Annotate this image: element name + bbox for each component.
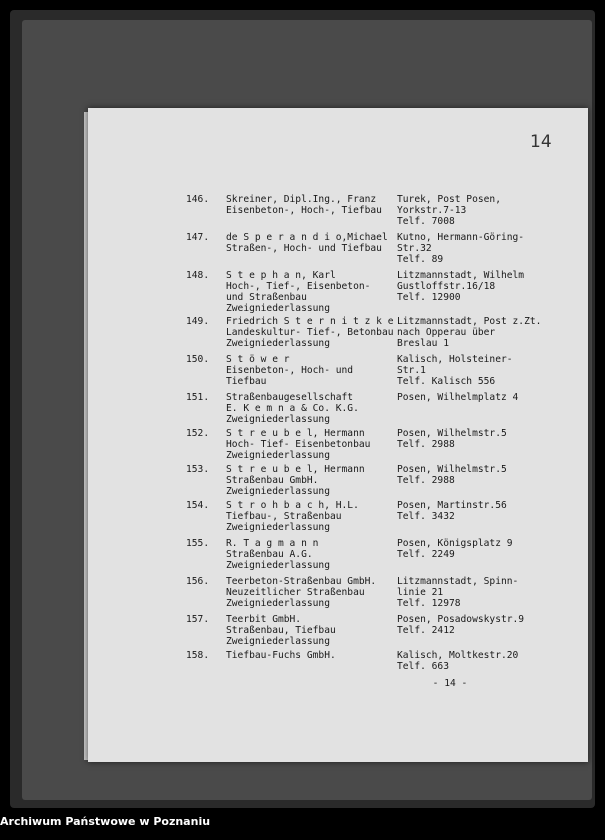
entry-address — [397, 428, 572, 450]
entry-company-line: E. K e m n a & Co. K.G. — [226, 403, 359, 414]
entry-company — [226, 270, 396, 314]
entry-company-line: Straßenbaugesellschaft — [226, 392, 354, 403]
entry-address-line: Breslau 1 — [397, 338, 449, 349]
entry-company-line: Zweigniederlassung — [226, 414, 330, 425]
list-item — [0, 500, 605, 540]
footer-page-number: - 14 - — [432, 678, 468, 689]
entry-company-line: und Straßenbau — [226, 292, 307, 303]
entry-company-line: Tiefbau-Fuchs GmbH. — [226, 650, 336, 661]
entry-address-line: Telf. 7008 — [397, 216, 455, 227]
entry-company-line: Zweigniederlassung — [226, 522, 330, 533]
entry-address — [397, 316, 572, 349]
entry-company-line: Zweigniederlassung — [226, 636, 330, 647]
entry-address-line: Litzmannstadt, Post z.Zt. — [397, 316, 542, 327]
entry-address — [397, 614, 572, 636]
entry-address-line: Telf. 12900 — [397, 292, 461, 303]
list-item — [0, 194, 605, 234]
list-item — [0, 428, 605, 468]
entry-number: 156. — [186, 576, 210, 587]
list-item — [0, 270, 605, 314]
entry-address-line: Kutno, Hermann-Göring- — [397, 232, 525, 243]
entry-address-line: Litzmannstadt, Spinn- — [397, 576, 519, 587]
entry-address — [397, 354, 572, 387]
entry-address-line: Posen, Königsplatz 9 — [397, 538, 513, 549]
entry-address-line: Yorkstr.7-13 — [397, 205, 467, 216]
entry-company-line: de S p e r a n d i o,Michael — [226, 232, 388, 243]
entry-company-line: R. T a g m a n n — [226, 538, 319, 549]
entry-company-line: Hoch- Tief- Eisenbetonbau — [226, 439, 371, 450]
entry-company-line: Zweigniederlassung — [226, 598, 330, 609]
entry-company — [226, 650, 396, 661]
entry-company-line: S t ö w e r — [226, 354, 290, 365]
entry-address-line: Telf. 3432 — [397, 511, 455, 522]
entry-address-line: Kalisch, Holsteiner- — [397, 354, 513, 365]
entry-number: 147. — [186, 232, 210, 243]
list-item — [0, 576, 605, 616]
entry-number: 151. — [186, 392, 210, 403]
entry-company-line: S t r e u b e l, Hermann — [226, 428, 365, 439]
entry-address-line: Telf. 2988 — [397, 439, 455, 450]
entry-company-line: Zweigniederlassung — [226, 338, 330, 349]
entry-company-line: Zweigniederlassung — [226, 450, 330, 461]
entry-company — [226, 316, 396, 349]
entry-company-line: Zweigniederlassung — [226, 303, 330, 314]
entry-number: 150. — [186, 354, 210, 365]
entry-number: 149. — [186, 316, 210, 327]
entry-company-line: Teerbit GmbH. — [226, 614, 302, 625]
entry-company-line: Skreiner, Dipl.Ing., Franz — [226, 194, 377, 205]
entry-company-line: Teerbeton-Straßenbau GmbH. — [226, 576, 377, 587]
entry-address-line: linie 21 — [397, 587, 444, 598]
entry-address — [397, 650, 572, 672]
entry-company-line: Neuzeitlicher Straßenbau — [226, 587, 365, 598]
entry-address-line: Posen, Martinstr.56 — [397, 500, 507, 511]
handwritten-page-number: 14 — [530, 132, 552, 152]
entry-number: 153. — [186, 464, 210, 475]
entry-address-line: nach Opperau über — [397, 327, 496, 338]
entry-address-line: Telf. 2249 — [397, 549, 455, 560]
entry-company — [226, 232, 396, 254]
entry-company-line: Straßenbau A.G. — [226, 549, 313, 560]
entry-company — [226, 354, 396, 387]
entry-address-line: Telf. Kalisch 556 — [397, 376, 496, 387]
entry-address-line: Str.1 — [397, 365, 426, 376]
entry-address-line: Telf. 2988 — [397, 475, 455, 486]
entry-company-line: Tiefbau — [226, 376, 267, 387]
entry-address-line: Posen, Posadowskystr.9 — [397, 614, 525, 625]
entry-company-line: Friedrich S t e r n i t z k e — [226, 316, 394, 327]
entry-address-line: Str.32 — [397, 243, 432, 254]
list-item — [0, 650, 605, 690]
entry-company — [226, 576, 396, 609]
entry-address-line: Telf. 2412 — [397, 625, 455, 636]
entry-address-line: Telf. 89 — [397, 254, 444, 265]
entry-company — [226, 428, 396, 461]
entry-company-line: S t r e u b e l, Hermann — [226, 464, 365, 475]
entry-number: 146. — [186, 194, 210, 205]
list-item — [0, 392, 605, 432]
entry-number: 158. — [186, 650, 210, 661]
entry-address-line: Posen, Wilhelmplatz 4 — [397, 392, 519, 403]
entry-number: 152. — [186, 428, 210, 439]
entry-company-line: S t e p h a n, Karl — [226, 270, 336, 281]
entry-address-line: Posen, Wilhelmstr.5 — [397, 464, 507, 475]
entry-company — [226, 614, 396, 647]
entry-address-line: Litzmannstadt, Wilhelm — [397, 270, 525, 281]
entry-address-line: Posen, Wilhelmstr.5 — [397, 428, 507, 439]
entry-company — [226, 194, 396, 216]
entry-company-line: Eisenbeton-, Hoch- und — [226, 365, 354, 376]
entry-address — [397, 232, 572, 265]
entry-address — [397, 576, 572, 609]
list-item — [0, 316, 605, 356]
entry-company-line: Tiefbau-, Straßenbau — [226, 511, 342, 522]
entry-address — [397, 464, 572, 486]
list-item — [0, 614, 605, 654]
entry-company-line: Zweigniederlassung — [226, 486, 330, 497]
entry-number: 157. — [186, 614, 210, 625]
entry-company-line: Eisenbeton-, Hoch-, Tiefbau — [226, 205, 382, 216]
entry-address-line: Kalisch, Moltkestr.20 — [397, 650, 519, 661]
list-item — [0, 354, 605, 394]
entry-company — [226, 464, 396, 497]
entry-company — [226, 500, 396, 533]
entry-number: 148. — [186, 270, 210, 281]
entry-company — [226, 392, 396, 425]
entry-address — [397, 392, 572, 403]
entry-number: 154. — [186, 500, 210, 511]
list-item — [0, 232, 605, 272]
entry-company — [226, 538, 396, 571]
entry-company-line: Straßen-, Hoch- und Tiefbau — [226, 243, 382, 254]
entry-address-line: Telf. 663 — [397, 661, 449, 672]
archive-label: Archiwum Państwowe w Poznaniu — [0, 815, 211, 828]
entry-company-line: Straßenbau, Tiefbau — [226, 625, 336, 636]
entry-address — [397, 194, 572, 227]
entry-address — [397, 538, 572, 560]
entry-address — [397, 500, 572, 522]
entry-number: 155. — [186, 538, 210, 549]
entry-company-line: Straßenbau GmbH. — [226, 475, 319, 486]
list-item — [0, 464, 605, 504]
entry-company-line: S t r o h b a c h, H.L. — [226, 500, 359, 511]
list-item — [0, 538, 605, 578]
entry-address — [397, 270, 572, 303]
entry-address-line: Gustloffstr.16/18 — [397, 281, 496, 292]
entry-company-line: Zweigniederlassung — [226, 560, 330, 571]
entry-address-line: Telf. 12978 — [397, 598, 461, 609]
entry-company-line: Landeskultur- Tief-, Betonbau — [226, 327, 394, 338]
entry-address-line: Turek, Post Posen, — [397, 194, 501, 205]
entry-company-line: Hoch-, Tief-, Eisenbeton- — [226, 281, 371, 292]
